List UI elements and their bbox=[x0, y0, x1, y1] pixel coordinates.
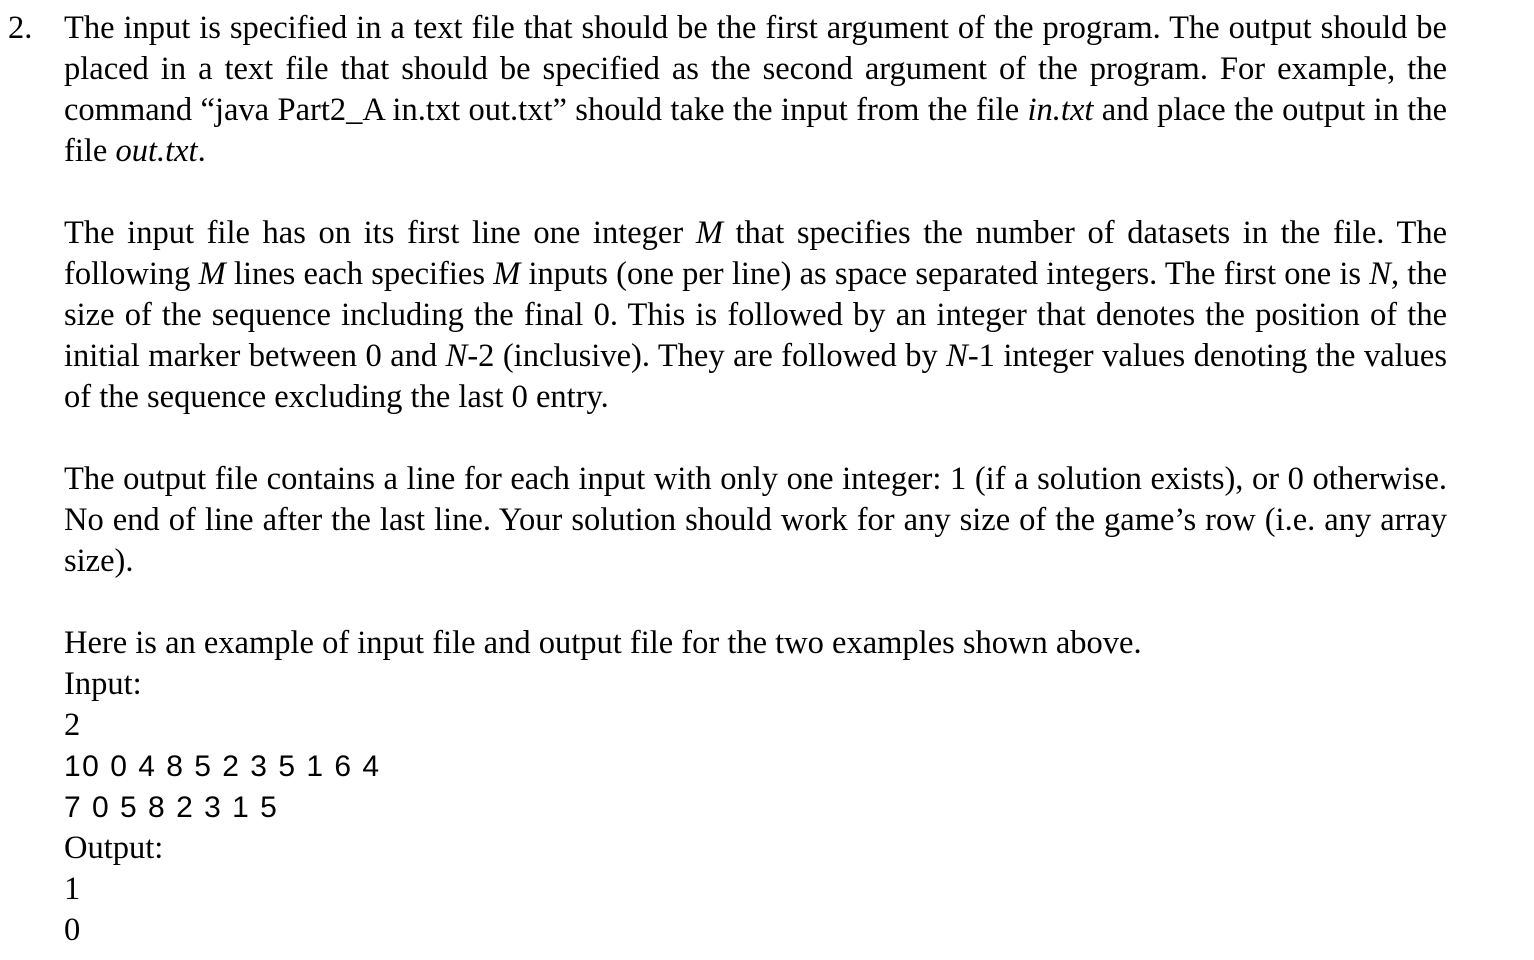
text-span: . bbox=[197, 133, 206, 169]
text-span: lines each specifies bbox=[225, 256, 494, 292]
output-line: 1 bbox=[64, 871, 81, 907]
variable-n: N bbox=[445, 338, 468, 374]
input-label: Input: bbox=[64, 666, 142, 702]
text-span: -1 integer values denoting the values of the sequence excluding the last 0 entry. bbox=[64, 338, 1447, 415]
filename-out: out.txt bbox=[115, 133, 198, 169]
filename-in: in.txt bbox=[1027, 92, 1094, 128]
variable-m: M bbox=[493, 256, 521, 292]
text-span: , the size of the sequence including the final 0. This is followed by an integer that denotes the position of the initial marker between 0 and bbox=[64, 256, 1447, 374]
output-label: Output: bbox=[64, 830, 164, 866]
text-span: that specifies the number of datasets in the file. The following bbox=[64, 215, 1448, 292]
paragraph-io-args bbox=[64, 8, 1447, 172]
input-line: 10 0 4 8 5 2 3 5 1 6 4 bbox=[64, 750, 381, 783]
variable-n: N bbox=[1369, 256, 1391, 292]
text-span: The input file has on its first line one integer bbox=[64, 215, 696, 251]
example-intro: Here is an example of input file and output file for the two examples shown above. bbox=[64, 625, 1142, 661]
text-span: -2 (inclusive). They are followed by bbox=[467, 338, 947, 374]
variable-m: M bbox=[198, 256, 226, 292]
list-item-body bbox=[64, 8, 1447, 951]
paragraph-example bbox=[64, 623, 1447, 951]
paragraph-input-format bbox=[64, 213, 1447, 418]
list-item-number: 2. bbox=[8, 10, 33, 46]
text-span: and place the output in the file bbox=[64, 92, 1447, 169]
text-span: inputs (one per line) as space separated integers. The first one is bbox=[520, 256, 1370, 292]
text-span: The input is specified in a text file that should be the first argument of the program. The output should be placed in a text file that should be specified as the second argument of the program. For example, the command “java Part2_A in.txt out.txt” should take the input from the file bbox=[64, 10, 1447, 128]
variable-m: M bbox=[695, 215, 723, 251]
input-line: 7 0 5 8 2 3 1 5 bbox=[64, 791, 279, 824]
paragraph-output-format: The output file contains a line for each input with only one integer: 1 (if a solution exists), or 0 otherwise. No end of line after the last line. Your solution should work for any size of the game’s row (i.e. any array size). bbox=[64, 461, 1447, 579]
input-line: 2 bbox=[64, 707, 81, 743]
output-line: 0 bbox=[64, 912, 81, 948]
variable-n: N bbox=[946, 338, 968, 374]
